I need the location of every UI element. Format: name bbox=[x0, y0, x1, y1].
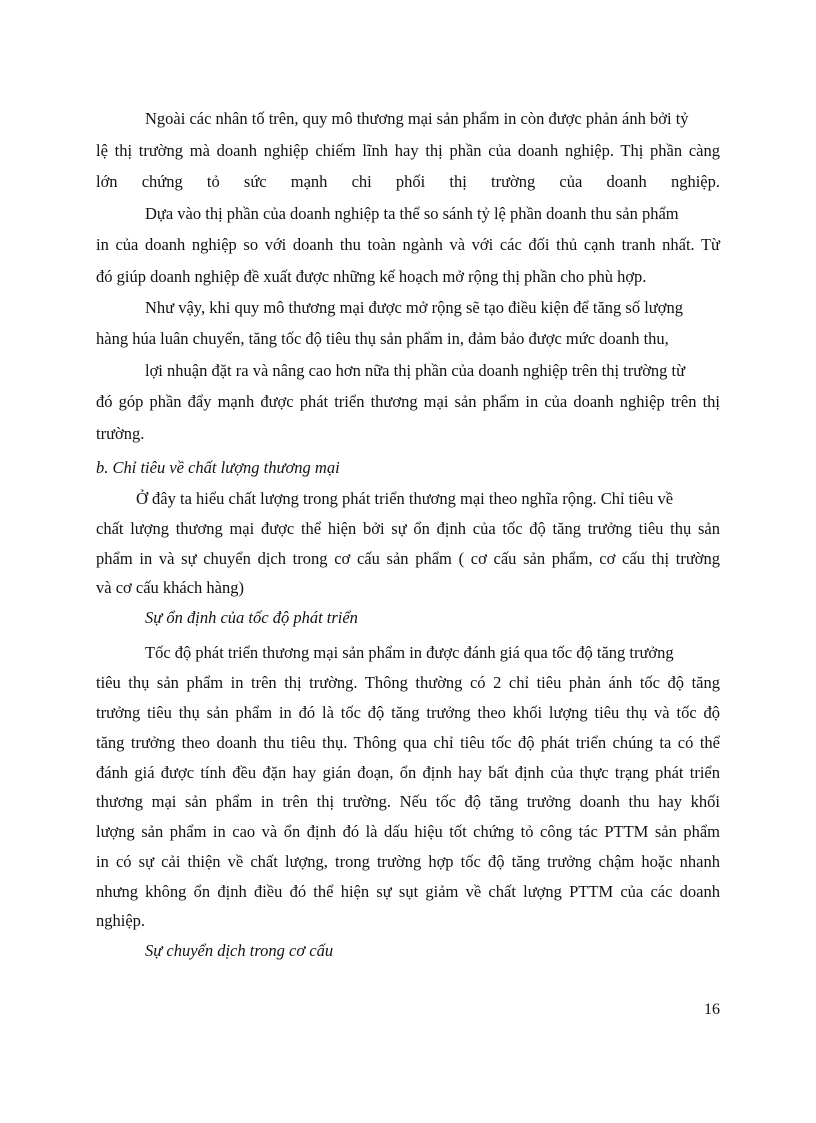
body-line-12: Ở đây ta hiểu chất lượng trong phát triển thương mại theo nghĩa rộng. Chỉ tiêu về bbox=[136, 489, 674, 508]
body-line-25: nghiệp. bbox=[96, 911, 146, 930]
subheading-structure-shift: Sự chuyển dịch trong cơ cấu bbox=[145, 941, 334, 960]
body-line-23: in có sự cải thiện về chất lượng, trong trường hợp tốc độ tăng trưởng chậm hoặc nhanh bbox=[96, 852, 720, 871]
body-line-22: lượng sản phẩm in cao và ổn định đó là dấu hiệu tốt chứng tỏ công tác PTTM sản phẩm bbox=[96, 822, 720, 841]
body-line-15: và cơ cấu khách hàng) bbox=[96, 578, 244, 597]
page-number: 16 bbox=[704, 1001, 720, 1018]
body-line-8: hàng húa luân chuyển, tăng tốc độ tiêu thụ sản phẩm in, đảm bảo được mức doanh thu, bbox=[96, 329, 669, 348]
body-line-16: Tốc độ phát triển thương mại sản phẩm in được đánh giá qua tốc độ tăng trưởng bbox=[145, 643, 674, 662]
subheading-stability: Sự ổn định của tốc độ phát triển bbox=[145, 608, 358, 627]
body-line-11: trường. bbox=[96, 424, 145, 443]
body-line-24: nhưng không ổn định điều đó thể hiện sự sụt giảm về chất lượng PTTM của các doanh bbox=[96, 882, 720, 901]
body-line-5: in của doanh nghiệp so với doanh thu toàn ngành và với các đối thủ cạnh tranh nhất. Từ bbox=[96, 235, 720, 254]
body-line-20: đánh giá được tính đều đặn hay gián đoạn, ổn định hay bất định của thực trạng phát triển bbox=[96, 763, 720, 782]
section-heading-b: b. Chỉ tiêu về chất lượng thương mại bbox=[96, 458, 340, 477]
body-line-14: phẩm in và sự chuyển dịch trong cơ cấu sản phẩm ( cơ cấu sản phẩm, cơ cấu thị trường bbox=[96, 549, 720, 568]
body-line-19: tăng trưởng theo doanh thu tiêu thụ. Thông qua chỉ tiêu tốc độ phát triển chúng ta có thể bbox=[96, 733, 720, 752]
body-line-21: thương mại sản phẩm in trên thị trường. Nếu tốc độ tăng trưởng doanh thu hay khối bbox=[96, 792, 720, 811]
body-line-7: Như vậy, khi quy mô thương mại được mở rộng sẽ tạo điều kiện để tăng số lượng bbox=[145, 298, 683, 317]
body-line-1: Ngoài các nhân tố trên, quy mô thương mại sản phẩm in còn được phản ánh bởi tỷ bbox=[145, 109, 689, 128]
body-line-18: trưởng tiêu thụ sản phẩm in đó là tốc độ tăng trưởng theo khối lượng tiêu thụ và tốc độ bbox=[96, 703, 720, 722]
body-line-13: chất lượng thương mại được thể hiện bởi sự ổn định của tốc độ tăng trưởng tiêu thụ sản bbox=[96, 519, 720, 538]
body-line-9: lợi nhuận đặt ra và nâng cao hơn nữa thị phần của doanh nghiệp trên thị trường từ bbox=[145, 361, 686, 380]
body-line-3: lớn chứng tỏ sức mạnh chi phối thị trường của doanh nghiệp. bbox=[96, 172, 720, 191]
body-line-6: đó giúp doanh nghiệp đề xuất được những kế hoạch mở rộng thị phần cho phù hợp. bbox=[96, 267, 647, 286]
body-line-4: Dựa vào thị phần của doanh nghiệp ta thể so sánh tỷ lệ phần doanh thu sản phẩm bbox=[145, 204, 679, 223]
body-line-10: đó góp phần đẩy mạnh được phát triển thương mại sản phẩm in của doanh nghiệp trên thị bbox=[96, 392, 720, 411]
body-line-2: lệ thị trường mà doanh nghiệp chiếm lĩnh hay thị phần của doanh nghiệp. Thị phần càng bbox=[96, 141, 720, 160]
body-line-17: tiêu thụ sản phẩm in trên thị trường. Thông thường có 2 chỉ tiêu phản ánh tốc độ tăng bbox=[96, 673, 720, 692]
